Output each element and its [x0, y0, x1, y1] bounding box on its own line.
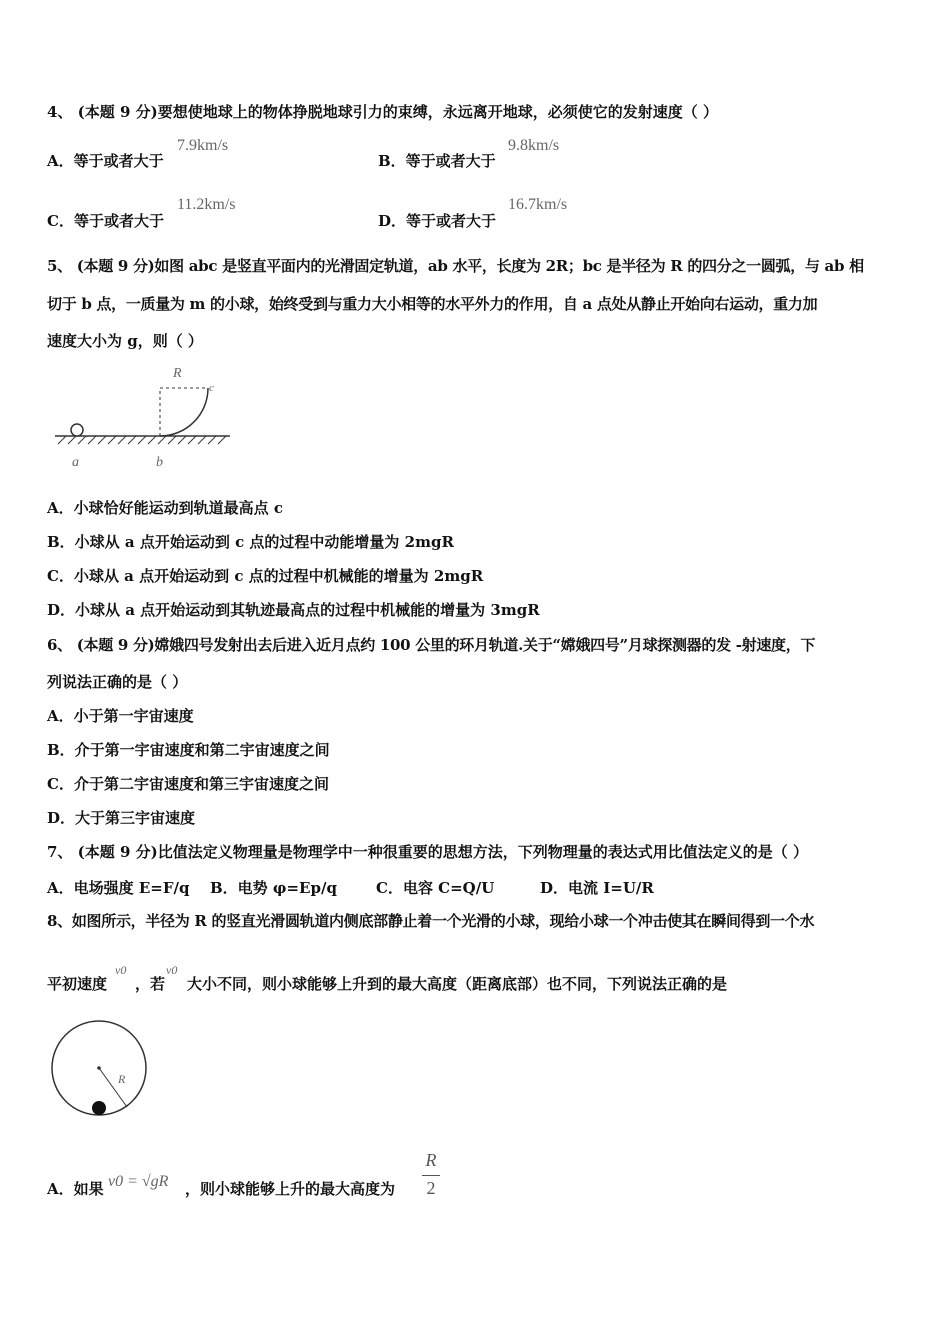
q5-stem-line2: 切于 b 点，一质量为 m 的小球，始终受到与重力大小相等的水平外力的作用，自 a 点处从静止开始向右运动，重力加	[47, 295, 818, 313]
q4-option-d-label: D．等于或者大于	[378, 212, 497, 230]
q8-v0-symbol-1: v0	[115, 963, 127, 977]
q8-fraction-numerator: R	[425, 1150, 437, 1170]
q5-figure-label-b: b	[156, 455, 163, 470]
q5-figure-label-c: c	[209, 382, 214, 394]
q6-option-c: C．介于第二宇宙速度和第三宇宙速度之间	[47, 775, 329, 793]
q8-option-a-formula: v0 = √gR	[108, 1173, 169, 1190]
q8-stem-line1: 8、如图所示，半径为 R 的竖直光滑圆轨道内侧底部静止着一个光滑的小球，现给小球一个冲击使其在瞬间得到一个水	[47, 912, 815, 930]
q5-stem-line1: 5、 (本题 9 分)如图 abc 是竖直平面内的光滑固定轨道，ab 水平，长度为 2R；bc 是半径为 R 的四分之一圆弧，与 ab 相	[47, 257, 864, 275]
q6-option-b: B．介于第一宇宙速度和第二宇宙速度之间	[47, 741, 330, 759]
q5-option-b: B．小球从 a 点开始运动到 c 点的过程中动能增量为 2mgR	[47, 533, 454, 551]
q5-figure-label-r: R	[173, 366, 182, 381]
q5-option-d: D．小球从 a 点开始运动到其轨迹最高点的过程中机械能的增量为 3mgR	[47, 601, 540, 619]
q4-option-a-label: A．等于或者大于	[47, 152, 164, 170]
q4-option-d-value: 16.7km/s	[508, 196, 568, 213]
q4-option-b-label: B．等于或者大于	[378, 152, 496, 170]
q4-option-a-value: 7.9km/s	[177, 137, 229, 154]
q8-v0-symbol-2: v0	[166, 963, 178, 977]
q8-figure-label-r: R	[118, 1072, 126, 1086]
q4-option-c-label: C．等于或者大于	[47, 212, 164, 230]
q8-option-a-pre: A．如果	[47, 1180, 104, 1198]
q7-option-d: D．电流 I=U/R	[540, 879, 654, 897]
q6-stem-line1: 6、 (本题 9 分)嫦娥四号发射出去后进入近月点约 100 公里的环月轨道.关于“嫦娥四号”月球探测器的发 -射速度，下	[47, 636, 816, 654]
q7-option-b: B．电势 φ=Ep/q	[210, 879, 337, 897]
q5-option-a: A．小球恰好能运动到轨道最高点 c	[47, 499, 283, 517]
q8-stem-line2-mid: ，若	[135, 975, 166, 993]
q6-option-d: D．大于第三宇宙速度	[47, 809, 196, 827]
q5-stem-line3: 速度大小为 g，则（ ）	[47, 332, 203, 350]
q5-option-c: C．小球从 a 点开始运动到 c 点的过程中机械能的增量为 2mgR	[47, 567, 484, 585]
q6-stem-line2: 列说法正确的是（ ）	[47, 673, 188, 691]
q7-option-c: C．电容 C=Q/U	[376, 879, 495, 897]
q4-option-b-value: 9.8km/s	[508, 137, 560, 154]
q8-fraction-bar	[422, 1175, 440, 1176]
q6-option-a: A．小于第一宇宙速度	[47, 707, 194, 725]
q7-stem: 7、 (本题 9 分)比值法定义物理量是物理学中一种很重要的思想方法，下列物理量的表达式用比值法定义的是（ ）	[47, 843, 808, 861]
q8-option-a-post: ，则小球能够上升的最大高度为	[185, 1180, 396, 1198]
q8-stem-line2-pre: 平初速度	[47, 975, 108, 993]
q8-circle-track-figure	[45, 1015, 155, 1125]
q8-stem-line2-post: 大小不同，则小球能够上升到的最大高度（距离底部）也不同，下列说法正确的是	[187, 975, 728, 993]
q7-option-a: A．电场强度 E=F/q	[47, 879, 190, 897]
q4-option-c-value: 11.2km/s	[177, 196, 236, 213]
q4-stem: 4、 (本题 9 分)要想使地球上的物体挣脱地球引力的束缚，永远离开地球，必须使它的发射速度（ ）	[47, 103, 718, 121]
q5-figure-label-a: a	[72, 455, 79, 470]
q8-fraction-denominator: 2	[426, 1178, 436, 1198]
